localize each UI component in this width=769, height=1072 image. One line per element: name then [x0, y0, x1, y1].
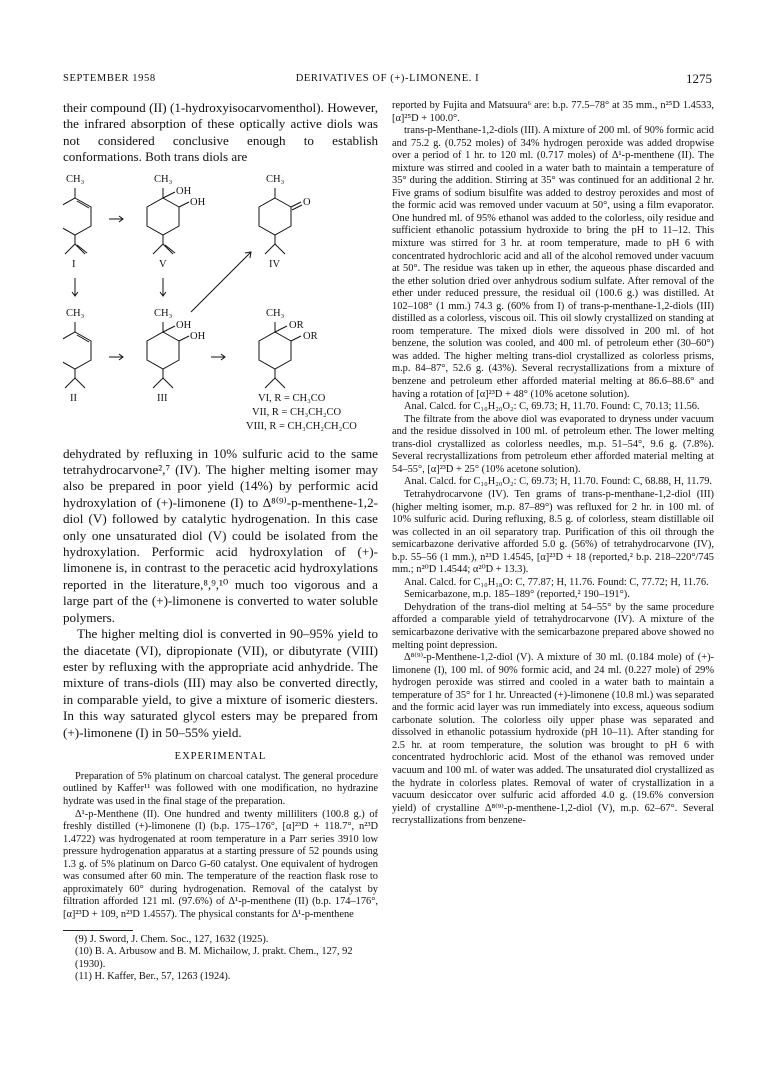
section-heading: EXPERIMENTAL	[174, 750, 267, 762]
experimental-paragraph: Preparation of 5% platinum on charcoal catalyst. The general procedure outlined by Kaffer¹¹ was followed with one modification, no hydrazine hydrate was used in the final stage of the preparation.	[63, 770, 378, 808]
left-column	[63, 100, 378, 984]
structure-II	[63, 322, 91, 388]
structure-I	[63, 188, 91, 254]
compound-label-II: II	[70, 392, 77, 404]
page-number: 1275	[686, 71, 712, 86]
experimental-paragraph: Semicarbazone, m.p. 185–189° (reported,² 190–191°).	[404, 589, 630, 601]
experimental-paragraph: Δ¹-p-Menthene (II). One hundred and twenty milliliters (100.8 g.) of freshly distilled (+)-limonene (I) (b.p. 175–176°, [α]²³D + 118.7°, n²³D 1.4722) was hydrogenated at room temperature in a Parr series 3910 low pressure hydrogenation apparatus at a starting pressure of 52 pounds using 1.3 g. of 5% platinum on Darco G-60 catalyst. One equivalent of hydrogen was consumed after 60 min. The temperature of the reaction flask rose to approximately 60° during hydrogenation. Removal of the catalyst by filtration afforded 121 ml. (97.6%) of Δ¹-p-menthene (II) (b.p. 174–176°, [α]²³D + 109, n²³D 1.4557). The physical constants for Δ¹-p-menthene	[63, 808, 378, 920]
compound-label-IV: IV	[269, 258, 281, 270]
body-paragraph: The higher melting diol is converted in 90–95% yield to the diacetate (VI), dipropionate (VII), or dibutyrate (VIII) ester by refluxing with the appropriate acid anhydride. The mixture of trans-diols (III) may also be converted directly, in comparable yield, to give a mixture of isomeric diesters. In this way saturated glycol esters may be prepared from (+)-limonene (I) in 50–55% yield.	[63, 626, 378, 740]
footnote: (9) J. Sword, J. Chem. Soc., 127, 1632 (1925).	[75, 933, 269, 945]
hydroxyl-label: OH	[176, 319, 192, 331]
experimental-paragraph: Δ⁸⁽⁹⁾-p-Menthene-1,2-diol (V). A mixture of 30 ml. (0.184 mole) of (+)-limonene (I), 100 ml. of 90% formic acid, and 24 ml. (0.227 mole) of 29% hydrogen peroxide was stirred and cooled in a water bath to maintain a temperature of 35° for 1 hr. Unreacted (+)-limonene (10.8 ml.) was separated and the formic acid layer was run immediately into excess, aqueous sodium carbonate solution. The colorless oily upper phase was separated and dissolved in ethanolic potassium hydroxide (pH 10–11). After standing for 2.5 hr. at room temperature, the solution was brought to pH 6 with concentrated hydrochloric acid. Most of the ethanol was removed under vacuum and 100 ml. of water was added. The unsaturated diol crystallized as the hydrate in colorless plates. Removal of water of crystallization in a vacuum desiccator over sulfuric acid afforded 4.0 g. (19.6% conversion yield) of crystalline Δ⁸⁽⁹⁾-p-menthene-1,2-diol (V), m.p. 62–67°. Several recrystallizations from benzene-	[392, 652, 714, 827]
running-header	[63, 71, 712, 87]
experimental-paragraph: The filtrate from the above diol was evaporated to dryness under vacuum and the residue dissolved in 100 ml. of petroleum ether. The lower melting trans-diol crystallized as colorless needles, m.p. 51–54°, 9.6 g. (7.8%). Several recrystallizations from petroleum ether afforded material melting at 54–55°, [α]²³D + 25° (10% acetone solution).	[392, 413, 714, 475]
header-title: DERIVATIVES OF (+)-LIMONENE. I	[295, 73, 480, 84]
methyl-label: CH₃	[154, 173, 173, 185]
legend-VIII: VIII, R = CH₃CH₂CH₂CO	[246, 420, 357, 432]
experimental-paragraph: Dehydration of the trans-diol melting at 54–55° by the same procedure afforded a comparable yield of tetrahydrocarvone (IV). A mixture of the semicarbazone derivative with the semicarbazone prepared above showed no melting point depression.	[392, 601, 714, 651]
structure-IV	[259, 188, 302, 254]
ester-label: OR	[303, 330, 318, 342]
methyl-label: CH₃	[266, 307, 285, 319]
hydroxyl-label: OH	[176, 185, 192, 197]
experimental-paragraph: Tetrahydrocarvone (IV). Ten grams of trans-p-menthane-1,2-diol (III) (higher melting isomer, m.p. 87–89°) was refluxed for 2 hr. in 100 ml. of 10% sulfuric acid. During refluxing, 8.5 g. of colorless, steam distillable oil was collected in an oil separatory trap. Purification of this oil through the semicarbazone derivative afforded 5.0 g. (56%) of tetrahydrocarvone (IV), b.p. 55–56 (1 mm.), n²³D 1.4545, [α]²³D + 18 (reported,² b.p. 218–220°/745 mm.; n²⁰D 1.4544; α²⁰D + 13.3).	[392, 488, 714, 576]
legend-VII: VII, R = CH₃CH₂CO	[252, 406, 342, 418]
methyl-label: CH₃	[66, 173, 85, 185]
analysis-line: Anal. Calcd. for C₁₀H₂₀O₂: C, 69.73; H, 11.70. Found: C, 68.88, H, 11.79.	[404, 476, 712, 488]
experimental-paragraph: reported by Fujita and Matsuura⁶ are: b.p. 77.5–78° at 35 mm., n²⁵D 1.4533, [α]²⁵D + 100.0°.	[392, 100, 714, 124]
methyl-label: CH₃	[66, 307, 85, 319]
hydroxyl-label: OH	[190, 330, 206, 342]
ketone-label: O	[303, 196, 311, 208]
methyl-label: CH₃	[266, 173, 285, 185]
legend-VI: VI, R = CH₃CO	[258, 392, 326, 404]
ester-label: OR	[289, 319, 304, 331]
compound-label-III: III	[157, 392, 168, 404]
analysis-line: Anal. Calcd. for C₁₀H₁₈O: C, 77.87; H, 11.76. Found: C, 77.72; H, 11.76.	[404, 576, 709, 588]
analysis-line: Anal. Calcd. for C₁₀H₂₀O₂: C, 69.73; H, 11.70. Found: C, 70.13; 11.56.	[404, 401, 700, 413]
compound-label-V: V	[159, 258, 167, 270]
footnote: (10) B. A. Arbusow and B. M. Michailow, J. prakt. Chem., 127, 92 (1930).	[75, 946, 353, 970]
experimental-paragraph: trans-p-Menthane-1,2-diols (III). A mixture of 200 ml. of 90% formic acid and 75.2 g. (0.752 moles) of 34% hydrogen peroxide was added dropwise over a period of 1 hr. to 120 ml. (0.717 moles) of Δ¹-p-menthene (II). The mixture was stirred and cooled in a water bath to maintain a temperature of 35° during the addition. Stirring at 35° was continued for an additional 2 hr. Five grams of sodium bisulfite was added to destroy peroxides and most of the formic acid was removed under vacuum at 50°, using a film evaporator. One hundred ml. of 95% ethanol was added to the colorless, oily residue and sufficient ethanolic potassium hydroxide to bring the pH to 11–12. This mixture was stirred for 3 hr. at room temperature, made to pH 6 with concentrated hydrochloric acid and all of the alcohol removed under vacuum at 50°. The residue was taken up in ether, the aqueous phase discarded and the ether solution dried over anhydrous sodium sulfate. After removal of the ether under reduced pressure, the residual oil (100.6 g.) was distilled. At 102–108° (1 mm.) 74.3 g. (60% from I) of trans-p-menthane-1,2-diols (III) distilled as a colorless, viscous oil. This oil slowly crystallized on standing at room temperature. The mixed diols were dissolved in 200 ml. of hot benzene, the solution was cooled, and 400 ml. of petroleum ether (30–60°) was added. The higher melting trans-diol crystallized as colorless prisms, m.p. 84–87°, 52.6 g. (43%). Several recrystallizations from a mixture of benzene and petroleum ether afforded material melting at 86.6–88.6° and having a rotation of [α]²³D + 48° (10% acetone solution).	[392, 125, 714, 400]
hydroxyl-label: OH	[190, 196, 206, 208]
reaction-scheme-drawing	[63, 172, 378, 442]
methyl-label: CH₃	[154, 307, 173, 319]
body-paragraph: dehydrated by refluxing in 10% sulfuric acid to the same tetrahydrocarvone²,⁷ (IV). The higher melting isomer may also be prepared in poor yield (14%) by performic acid hydroxylation of (+)-limonene (I) to Δ⁸⁽⁹⁾-p-menthene-1,2-diol (V) followed by catalytic hydrogenation. In this case only one unsaturated diol (V) could be isolated from the hydroxylation. Performic acid hydroxylation of (+)-limonene is, in contrast to the peracetic acid hydroxylations reported in the literature,⁸,⁹,¹⁰ much too vigorous and a large part of the (+)-limonene is converted to water soluble polymers.	[63, 445, 378, 625]
header-date: SEPTEMBER 1958	[63, 73, 156, 84]
compound-label-I: I	[72, 258, 76, 270]
body-paragraph: their compound (II) (1-hydroxyisocarvomenthol). However, the infrared absorption of these optically active diols was not considered conclusive enough to establish conformations. Both trans diols are	[63, 100, 378, 165]
footnote-rule	[63, 930, 133, 931]
footnote: (11) H. Kaffer, Ber., 57, 1263 (1924).	[75, 971, 231, 983]
right-column	[392, 100, 714, 828]
reaction-scheme	[63, 172, 378, 442]
